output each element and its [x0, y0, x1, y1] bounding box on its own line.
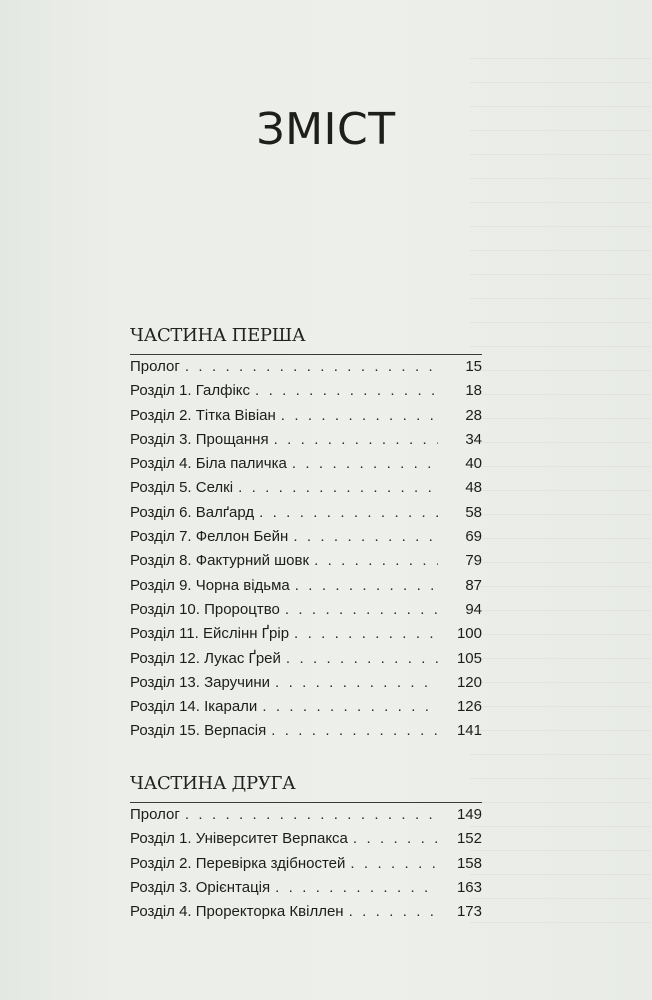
dot-leader [293, 528, 438, 545]
toc-entry-label: Розділ 9. Чорна відьма [130, 576, 290, 594]
toc-entry-label: Розділ 2. Тітка Вівіан [130, 406, 276, 424]
dot-leader [292, 455, 438, 472]
toc-entry [130, 382, 482, 406]
toc-entry [130, 879, 482, 903]
dot-leader [274, 431, 438, 448]
dot-leader [259, 504, 438, 521]
toc-entry-label: Розділ 4. Біла паличка [130, 455, 287, 473]
toc-entry-page: 34 [465, 430, 482, 448]
toc-entry-label: Пролог [130, 358, 180, 375]
dot-leader [275, 879, 438, 896]
toc-entry [130, 674, 482, 698]
dot-leader [262, 698, 438, 715]
toc-entry-label: Розділ 3. Орієнтація [130, 878, 271, 896]
toc-list [130, 806, 482, 927]
toc-entry-page: 87 [465, 576, 482, 594]
toc-entry-label: Розділ 1. Галфікс [130, 382, 251, 400]
toc-entry-page: 58 [465, 503, 482, 521]
toc-entry-page: 40 [465, 455, 482, 473]
toc-entry-label: Розділ 1. Університет Верпакса [130, 830, 348, 848]
toc-entry [130, 830, 482, 854]
page-title: ЗМІСТ [256, 104, 396, 155]
toc-entry-label: Розділ 15. Верпасія [130, 722, 267, 740]
part-heading: ЧАСТИНА ДРУГА [130, 773, 296, 794]
bleed-through-text [470, 40, 650, 940]
toc-entry [130, 528, 482, 552]
dot-leader [185, 358, 438, 375]
toc-entry [130, 552, 482, 576]
dot-leader [353, 830, 438, 847]
dot-leader [350, 855, 438, 872]
toc-entry [130, 625, 482, 649]
toc-entry [130, 407, 482, 431]
toc-entry-label: Розділ 8. Фактурний шовк [130, 552, 310, 570]
toc-entry [130, 431, 482, 455]
dot-leader [238, 479, 438, 496]
toc-entry [130, 601, 482, 625]
toc-entry [130, 722, 482, 746]
part-divider [130, 354, 482, 355]
toc-entry-page: 79 [465, 552, 482, 570]
toc-entry [130, 504, 482, 528]
dot-leader [295, 577, 438, 594]
toc-entry-page: 69 [465, 528, 482, 546]
toc-entry-label: Розділ 4. Проректорка Квіллен [130, 903, 344, 921]
toc-entry-page: 149 [456, 806, 482, 823]
dot-leader [285, 601, 438, 618]
toc-entry [130, 806, 482, 830]
toc-entry [130, 903, 482, 927]
toc-entry-label: Розділ 14. Ікарали [130, 698, 258, 716]
toc-entry [130, 577, 482, 601]
dot-leader [294, 625, 438, 642]
dot-leader [255, 382, 438, 399]
dot-leader [185, 806, 438, 823]
dot-leader [271, 722, 438, 739]
toc-entry-label: Пролог [130, 806, 180, 823]
toc-entry-page: 120 [456, 673, 482, 691]
toc-entry [130, 455, 482, 479]
part-divider [130, 802, 482, 803]
toc-entry-page: 163 [456, 878, 482, 896]
toc-entry-label: Розділ 5. Селкі [130, 479, 234, 497]
toc-entry-page: 18 [465, 382, 482, 400]
toc-entry-page: 48 [465, 479, 482, 497]
toc-entry-page: 158 [456, 854, 482, 872]
toc-entry-label: Розділ 6. Валґард [130, 503, 255, 521]
toc-entry-label: Розділ 2. Перевірка здібностей [130, 854, 346, 872]
toc-entry-label: Розділ 3. Прощання [130, 430, 269, 448]
dot-leader [314, 552, 438, 569]
toc-entry-page: 173 [456, 903, 482, 921]
toc-entry-page: 126 [456, 698, 482, 716]
toc-entry-label: Розділ 10. Пророцтво [130, 600, 280, 618]
toc-entry-label: Розділ 11. Ейслінн Ґрір [130, 625, 290, 643]
dot-leader [286, 650, 438, 667]
toc-entry-page: 152 [456, 830, 482, 848]
dot-leader [281, 407, 438, 424]
toc-entry-label: Розділ 12. Лукас Ґрей [130, 649, 281, 667]
toc-entry-page: 28 [465, 406, 482, 424]
toc-entry-page: 94 [465, 600, 482, 618]
toc-list [130, 358, 482, 747]
toc-entry-page: 105 [456, 649, 482, 667]
toc-entry [130, 855, 482, 879]
toc-entry-page: 100 [456, 625, 482, 643]
toc-entry [130, 358, 482, 382]
part-heading: ЧАСТИНА ПЕРША [130, 325, 306, 346]
toc-entry-page: 15 [465, 358, 482, 375]
toc-entry-label: Розділ 13. Заручини [130, 673, 271, 691]
toc-entry [130, 479, 482, 503]
toc-entry [130, 698, 482, 722]
dot-leader [275, 674, 438, 691]
toc-entry-label: Розділ 7. Феллон Бейн [130, 528, 289, 546]
dot-leader [349, 903, 438, 920]
toc-entry [130, 650, 482, 674]
toc-entry-page: 141 [456, 722, 482, 740]
